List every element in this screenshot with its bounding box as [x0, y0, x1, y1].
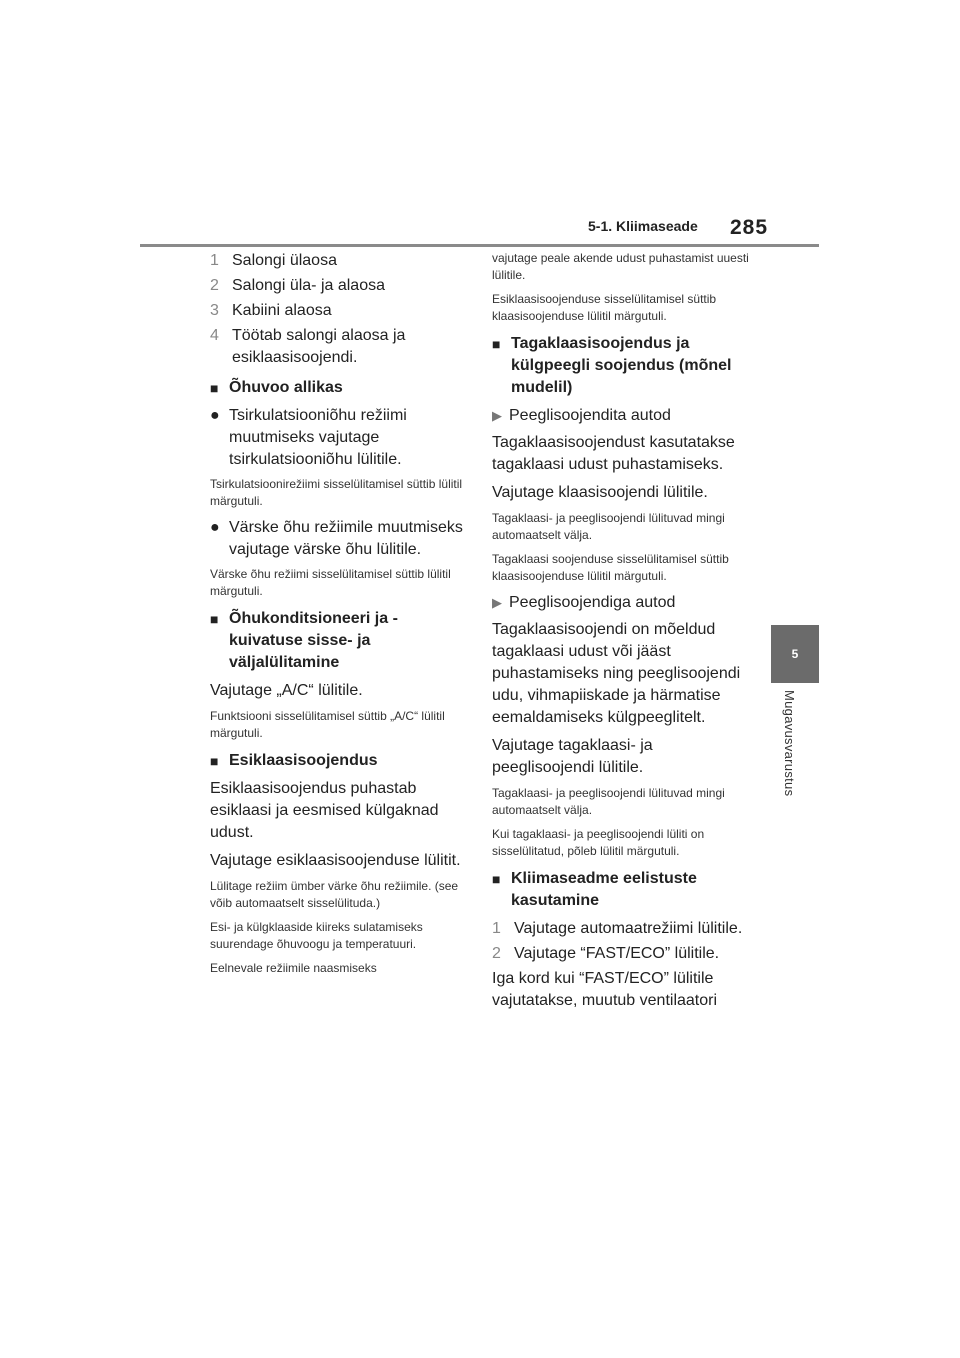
bullet-text: Tsirkulatsiooniõhu režiimi muutmiseks vajutage tsirkulatsiooniõhu lülitile. — [229, 407, 407, 468]
chapter-tab — [771, 625, 819, 683]
bullet-text: Värske õhu režiimile muutmiseks vajutage värske õhu lülitile. — [229, 519, 463, 558]
subsection-text: Peeglisoojendita autod — [509, 407, 671, 424]
paragraph: Vajutage klaasisoojendi lülitile. — [492, 484, 708, 501]
heading-text: Õhukonditsioneeri ja -kuivatuse sisse- ja väljalülitamine — [229, 610, 398, 671]
paragraph: Tagaklaasisoojendi on mõeldud tagaklaasi udust või jääst puhastamiseks ning peeglisoojendi udu, vihmapiiskade ja härmatise eemaldamiseks külgpeeglitelt. — [492, 621, 741, 726]
item-number: 1 — [492, 920, 501, 937]
heading-text: Õhuvoo allikas — [229, 379, 343, 396]
section-title: 5-1. Kliimaseade — [588, 218, 698, 234]
item-text: Salongi üla- ja alaosa — [232, 277, 385, 294]
paragraph: Vajutage esiklaasisoojenduse lülitit. — [210, 852, 461, 869]
square-bullet-icon: ■ — [210, 611, 219, 627]
square-bullet-icon: ■ — [210, 380, 219, 396]
item-text: Kabiini alaosa — [232, 302, 332, 319]
section-heading — [210, 608, 468, 674]
paragraph: Vajutage „A/C“ lülitile. — [210, 682, 363, 699]
note-text: Lülitage režiim ümber värke õhu režiimile. (see võib automaatselt sisselülituda.) — [210, 879, 459, 910]
note-text: Eelnevale režiimile naasmiseks — [210, 961, 377, 975]
left-column — [210, 250, 468, 984]
section-heading — [210, 750, 468, 772]
chapter-number: 5 — [791, 647, 799, 661]
paragraph: Iga kord kui “FAST/ECO” lülitile vajutatakse, muutub ventilaatori — [492, 970, 718, 1009]
list-item — [210, 325, 468, 369]
item-number: 3 — [210, 302, 219, 319]
header-divider — [140, 244, 819, 247]
paragraph: Esiklaasisoojendus puhastab esiklaasi ja eesmised külgaknad udust. — [210, 780, 439, 841]
note-text: Tagaklaasi soojenduse sisselülitamisel süttib klaasisoojenduse lülitil märgutuli. — [492, 552, 729, 583]
dot-bullet-icon: ● — [210, 407, 220, 424]
square-bullet-icon: ■ — [492, 871, 501, 887]
note-text: Funktsiooni sisselülitamisel süttib „A/C“ lülitil märgutuli. — [210, 709, 445, 740]
note-text: Esi- ja külgklaaside kiireks sulatamiseks suurendage õhuvoogu ja temperatuuri. — [210, 920, 423, 951]
triangle-bullet-icon: ▶ — [492, 595, 502, 610]
item-text: Vajutage automaatrežiimi lülitile. — [514, 920, 743, 937]
page-number: 285 — [730, 216, 769, 239]
subsection-item — [492, 405, 750, 427]
list-item — [210, 250, 468, 272]
item-text: Salongi ülaosa — [232, 252, 337, 269]
note-text: Värske õhu režiimi sisselülitamisel süttib lülitil märgutuli. — [210, 567, 451, 598]
item-text: Töötab salongi alaosa ja esiklaasisoojendi. — [232, 327, 406, 366]
bullet-item — [210, 517, 468, 561]
note-text: Tagaklaasi- ja peeglisoojendi lülituvad mingi automaatselt välja. — [492, 511, 725, 542]
list-item — [210, 300, 468, 322]
note-text: Esiklaasisoojenduse sisselülitamisel süttib klaasisoojenduse lülitil märgutuli. — [492, 292, 717, 323]
heading-text: Kliimaseadme eelistuste kasutamine — [511, 870, 697, 909]
section-heading — [492, 333, 750, 399]
note-text: vajutage peale akende udust puhastamist uuesti lülitile. — [492, 251, 749, 282]
heading-text: Tagaklaasisoojendus ja külgpeegli soojendus (mõnel mudelil) — [511, 335, 732, 396]
subsection-text: Peeglisoojendiga autod — [509, 594, 676, 611]
chapter-label: Mugavusvarustus — [782, 690, 797, 797]
right-column — [492, 250, 750, 1018]
list-item — [492, 918, 750, 940]
list-item — [492, 943, 750, 965]
item-number: 1 — [210, 252, 219, 269]
triangle-bullet-icon: ▶ — [492, 408, 502, 423]
item-number: 2 — [492, 945, 501, 962]
note-text: Tsirkulatsioonirežiimi sisselülitamisel süttib lülitil märgutuli. — [210, 477, 463, 508]
item-number: 2 — [210, 277, 219, 294]
square-bullet-icon: ■ — [210, 753, 219, 769]
note-text: Kui tagaklaasi- ja peeglisoojendi lüliti on sisselülitatud, põleb lülitil märgutuli. — [492, 827, 705, 858]
subsection-item — [492, 592, 750, 614]
square-bullet-icon: ■ — [492, 336, 501, 352]
dot-bullet-icon: ● — [210, 519, 220, 536]
list-item — [210, 275, 468, 297]
section-heading — [210, 377, 468, 399]
paragraph: Tagaklaasisoojendust kasutatakse tagaklaasi udust puhastamiseks. — [492, 434, 735, 473]
item-number: 4 — [210, 327, 219, 344]
item-text: Vajutage “FAST/ECO” lülitile. — [514, 945, 720, 962]
paragraph: Vajutage tagaklaasi- ja peeglisoojendi lülitile. — [492, 737, 653, 776]
bullet-item — [210, 405, 468, 471]
heading-text: Esiklaasisoojendus — [229, 752, 378, 769]
note-text: Tagaklaasi- ja peeglisoojendi lülituvad mingi automaatselt välja. — [492, 786, 725, 817]
section-heading — [492, 868, 750, 912]
